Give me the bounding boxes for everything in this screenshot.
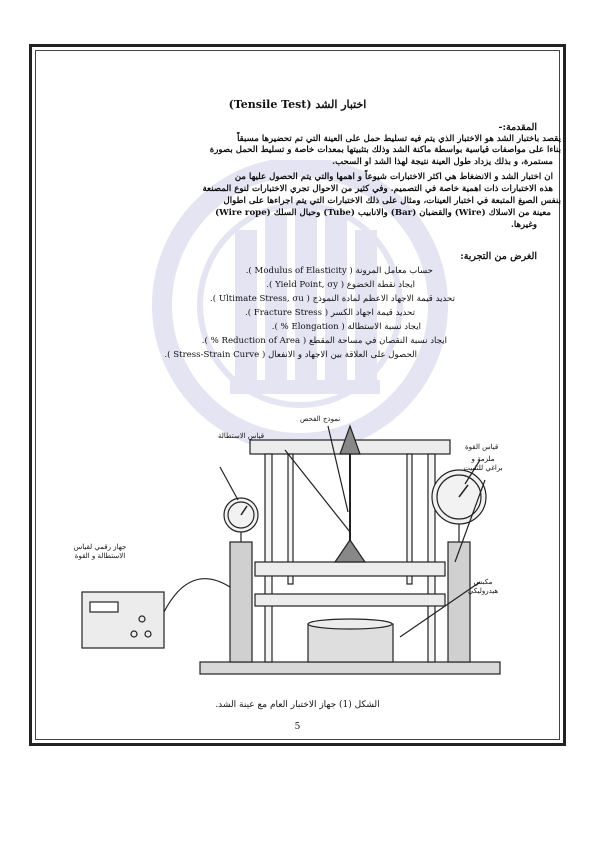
label-digital-device: جهاز رقمي لقياس الاستطالة و القوة bbox=[73, 543, 127, 560]
objective-item-3: تحديد قيمة الاجهاد الاعظم لمادة النموذج ( Ultimate Stress, σu ). bbox=[209, 294, 455, 304]
intro-line-3: مستمرة، و بذلك يزداد طول العينة نتيجة لهذا الشد او السحب. bbox=[332, 157, 553, 167]
intro-line-6: بنفس الصيغ المتبعة في اختبار العينات، ومثال على ذلك الاختبارات التي يتم اجراءها على اطوال bbox=[223, 196, 561, 206]
objectives-heading: الغرض من التجربة: bbox=[460, 251, 537, 262]
intro-line-8: وغيرها. bbox=[510, 220, 537, 230]
objective-item-6: ايجاد نسبة النقصان في مساحة المقطع ( Reduction of Area % ). bbox=[201, 336, 447, 346]
objective-item-4: تحديد قيمة اجهاد الكسر ( Fracture Stress ). bbox=[244, 308, 415, 318]
page-number: 5 bbox=[294, 722, 301, 732]
label-force-gauge: قياس القوة bbox=[465, 443, 499, 451]
intro-line-7: معينة من الاسلاك (Wire) والقضبان (Bar) والانابيب (Tube) وحبال السلك (Wire rope) bbox=[215, 208, 551, 218]
label-specimen: نموذج الفحص bbox=[300, 415, 341, 423]
intro-line-5: هذه الاختبارات ذات اهمية خاصة في التصميم. وفي كثير من الاحوال تجري الاختبارات لنوع المصنعة bbox=[202, 184, 553, 194]
objective-item-1: حساب معامل المرونة ( Modulus of Elasticity ). bbox=[245, 266, 433, 276]
intro-line-1: يقصد باختبار الشد هو الاختبار الذي يتم فيه تسليط حمل على العينة التي تم تحضيرها مسبقاً bbox=[237, 134, 561, 144]
page-title: اختبار الشد (Tensile Test) bbox=[228, 98, 367, 111]
objective-item-7: الحصول على العلاقة بين الاجهاد و الانفعال ( Stress-Strain Curve ). bbox=[164, 350, 417, 360]
intro-line-4: ان اختبار الشد و الانضغاط هي اكثر الاختبارات شيوعاً و اهمها والتي يتم الحصول عليها من bbox=[234, 172, 553, 182]
label-hydraulic-press: مكبس هيدروليكي bbox=[467, 578, 499, 595]
figure-caption: الشكل (1) جهاز الاختبار العام مع عينة الشد. bbox=[215, 700, 380, 710]
label-elongation-gauge: قياس الاستطالة bbox=[218, 432, 265, 440]
intro-heading: المقدمة:- bbox=[498, 122, 537, 133]
intro-line-2: بناءا على مواصفات قياسية بواسطة ماكنة الشد وذلك بتثبيتها بمعدات خاصة و تسليط الحمل بصورة bbox=[209, 145, 561, 155]
label-clamping: ملزمة و براغي للتثبيت bbox=[463, 455, 503, 472]
objective-item-2: ايجاد نقطة الخضوع ( Yield Point, σy ). bbox=[266, 280, 415, 290]
objective-item-5: ايجاد نسبة الاستطالة ( Elongation % ). bbox=[271, 322, 421, 332]
